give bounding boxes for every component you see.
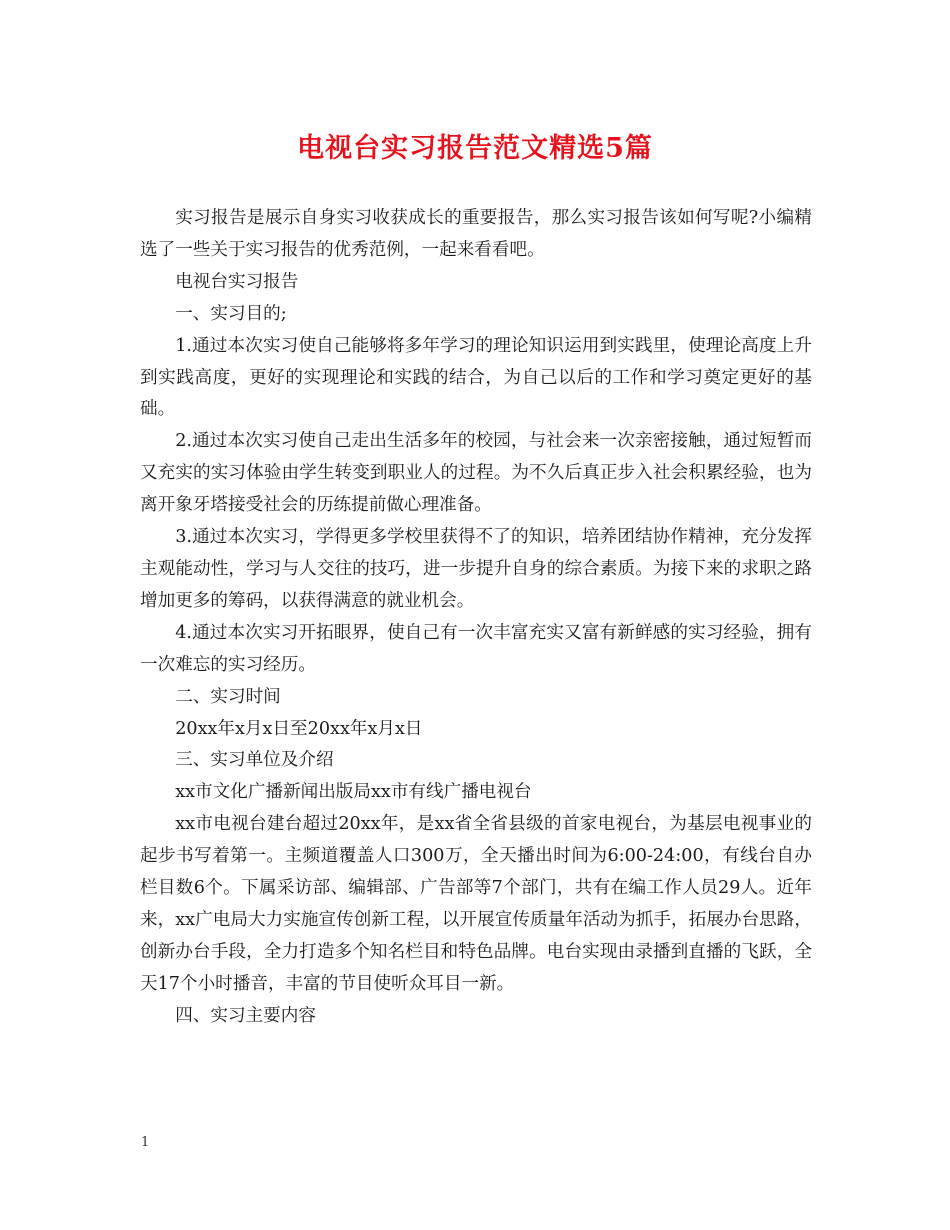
section-heading-time: 二、实习时间 <box>175 686 281 707</box>
paragraph-unit-intro: xx市电视台建台超过20xx年，是xx省全省县级的首家电视台，为基层电视事业的起步书写着第一。主频道覆盖人口300万，全天播出时间为6:00-24:00，有线台自办栏目数6个。下属采访部、编辑部、广告部等7个部门，共有在编工作人员29人。近年来，xx广电局大力实施宣传创新工程，以开展宣传质量年活动为抓手，拓展办台思路，创新办台手段，全力打造多个知名栏目和特色品牌。电台实现由录播到直播的飞跃，全天17个小时播音，丰富的节目使听众耳目一新。 <box>140 814 812 994</box>
paragraph-purpose-2: 2.通过本次实习使自己走出生活多年的校园，与社会来一次亲密接触，通过短暂而又充实的实习体验由学生转变到职业人的过程。为不久后真正步入社会积累经验，也为离开象牙塔接受社会的历练提前做心理准备。 <box>140 431 812 516</box>
document-title: 电视台实习报告范文精选5篇 <box>297 133 653 164</box>
paragraph-time: 20xx年x月x日至20xx年x月x日 <box>175 718 423 739</box>
paragraph-purpose-4: 4.通过本次实习开拓眼界，使自己有一次丰富充实又富有新鲜感的实习经验，拥有一次难忘的实习经历。 <box>140 622 812 675</box>
section-heading-unit: 三、实习单位及介绍 <box>175 750 334 771</box>
page-number: 1 <box>141 1135 150 1150</box>
document-body <box>140 203 812 1033</box>
paragraph-intro: 实习报告是展示自身实习收获成长的重要报告，那么实习报告该如何写呢?小编精选了一些关于实习报告的优秀范例，一起来看看吧。 <box>140 208 812 260</box>
paragraph-unit-name: xx市文化广播新闻出版局xx市有线广播电视台 <box>175 782 532 803</box>
paragraph-purpose-3: 3.通过本次实习，学得更多学校里获得不了的知识，培养团结协作精神，充分发挥主观能动性，学习与人交往的技巧，进一步提升自身的综合素质。为接下来的求职之路增加更多的筹码，以获得满意的就业机会。 <box>140 527 812 611</box>
paragraph-purpose-1: 1.通过本次实习使自己能够将多年学习的理论知识运用到实践里，使理论高度上升到实践高度，更好的实现理论和实践的结合，为自己以后的工作和学习奠定更好的基础。 <box>140 335 812 420</box>
paragraph-report-heading: 电视台实习报告 <box>175 271 299 292</box>
section-heading-purpose: 一、实习目的; <box>175 303 287 324</box>
section-heading-content: 四、实习主要内容 <box>175 1005 316 1026</box>
